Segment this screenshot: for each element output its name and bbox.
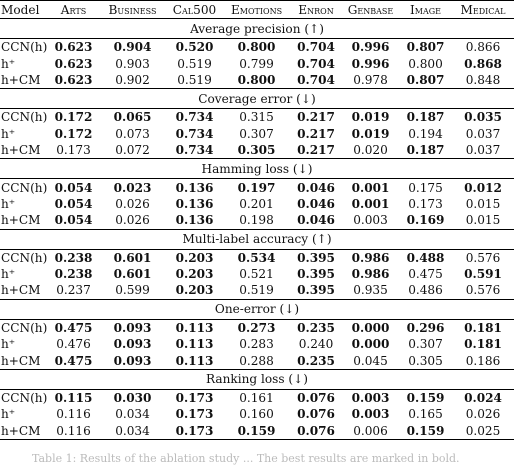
row-model-label: CCN(h) xyxy=(1,180,48,195)
table-cell: 0.159 xyxy=(406,391,445,406)
table-cell: 0.035 xyxy=(464,110,502,125)
table-cell: 0.025 xyxy=(452,423,514,440)
table-cell: 0.023 xyxy=(113,180,152,195)
table-cell: 0.054 xyxy=(54,213,93,228)
table-cell: 0.093 xyxy=(113,353,152,368)
table-row xyxy=(0,142,514,159)
table-cell: 0.113 xyxy=(175,353,214,368)
table-row xyxy=(0,126,514,142)
table-cell: 0.181 xyxy=(464,320,502,335)
table-cell: 0.136 xyxy=(175,213,214,228)
table-cell: 0.187 xyxy=(406,143,445,158)
table-cell: 0.601 xyxy=(113,267,152,282)
table-cell: 0.237 xyxy=(56,283,91,298)
table-cell: 0.315 xyxy=(239,110,274,125)
table-header xyxy=(0,1,514,19)
table-cell: 0.238 xyxy=(54,267,93,282)
row-model-label: h+CM xyxy=(1,72,41,87)
table-row xyxy=(0,389,514,406)
table-body xyxy=(0,19,514,440)
table-cell: 0.026 xyxy=(115,196,150,211)
table-cell: 0.704 xyxy=(297,72,335,87)
section-title: One-error (↓) xyxy=(0,299,514,319)
table-row xyxy=(0,336,514,352)
table-cell: 0.601 xyxy=(113,250,152,265)
table-cell: 0.076 xyxy=(297,407,335,422)
row-model-label: h⁺ xyxy=(1,196,16,211)
column-header-medical: Medical xyxy=(452,1,514,19)
table-cell: 0.026 xyxy=(115,213,150,228)
table-cell: 0.136 xyxy=(175,196,214,211)
table-cell: 0.978 xyxy=(353,72,388,87)
section-header xyxy=(0,89,514,109)
table-cell: 0.238 xyxy=(54,250,93,265)
table-cell: 0.186 xyxy=(465,353,501,368)
table-cell: 0.187 xyxy=(406,110,445,125)
table-cell: 0.113 xyxy=(175,320,214,335)
table-cell: 0.073 xyxy=(115,126,150,141)
table-cell: 0.012 xyxy=(464,180,502,195)
row-model-label: CCN(h) xyxy=(1,110,48,125)
table-cell: 0.172 xyxy=(54,126,93,141)
table-cell: 0.159 xyxy=(399,423,452,440)
table-cell: 0.001 xyxy=(351,196,390,211)
table-cell: 0.217 xyxy=(297,110,335,125)
table-cell: 0.020 xyxy=(353,143,388,158)
table-row xyxy=(0,55,514,71)
table-cell: 0.165 xyxy=(408,407,443,422)
table-cell: 0.116 xyxy=(56,407,91,422)
table-cell: 0.734 xyxy=(175,143,214,158)
table-cell: 0.030 xyxy=(113,391,152,406)
table-cell: 0.054 xyxy=(54,196,93,211)
table-cell: 0.307 xyxy=(239,126,274,141)
table-cell: 0.283 xyxy=(239,337,274,352)
table-cell: 0.003 xyxy=(353,213,388,228)
table-cell: 0.003 xyxy=(351,407,390,422)
table-cell: 0.172 xyxy=(54,110,93,125)
row-model-label: h⁺ xyxy=(1,126,16,141)
row-model-label: h⁺ xyxy=(1,56,16,71)
table-row xyxy=(0,266,514,282)
table-cell: 0.240 xyxy=(298,337,334,352)
table-cell: 0.623 xyxy=(54,72,93,87)
table-cell: 0.623 xyxy=(54,40,93,55)
table-cell: 0.623 xyxy=(54,56,93,71)
row-model-label: CCN(h) xyxy=(1,250,48,265)
table-cell: 0.305 xyxy=(408,353,443,368)
row-model-label: h+CM xyxy=(1,353,41,368)
table-cell: 0.704 xyxy=(297,40,335,55)
table-cell: 0.800 xyxy=(237,40,276,55)
table-cell: 0.076 xyxy=(290,423,342,440)
table-cell: 0.161 xyxy=(239,391,274,406)
table-cell: 0.198 xyxy=(239,213,274,228)
column-header-emotions: Emotions xyxy=(223,1,290,19)
table-cell: 0.159 xyxy=(223,423,290,440)
table-cell: 0.046 xyxy=(297,213,335,228)
table-cell: 0.476 xyxy=(56,337,91,352)
table-cell: 0.475 xyxy=(54,320,93,335)
section-header xyxy=(0,159,514,179)
row-model-label: CCN(h) xyxy=(1,391,48,406)
table-cell: 0.395 xyxy=(297,283,335,298)
table-cell: 0.903 xyxy=(115,56,150,71)
section-title: Average precision (↑) xyxy=(0,19,514,39)
table-cell: 0.996 xyxy=(351,56,390,71)
table-row xyxy=(0,212,514,229)
column-header-image: Image xyxy=(399,1,452,19)
section-title: Multi-label accuracy (↑) xyxy=(0,229,514,249)
table-cell: 0.519 xyxy=(239,283,274,298)
table-cell: 0.194 xyxy=(408,126,443,141)
table-cell: 0.486 xyxy=(408,283,443,298)
table-cell: 0.296 xyxy=(406,320,445,335)
table-cell: 0.000 xyxy=(351,320,390,335)
section-header xyxy=(0,229,514,249)
table-cell: 0.217 xyxy=(297,143,335,158)
table-cell: 0.173 xyxy=(408,196,443,211)
table-cell: 0.307 xyxy=(408,337,443,352)
table-cell: 0.072 xyxy=(115,143,150,158)
table-cell: 0.019 xyxy=(351,126,390,141)
table-cell: 0.902 xyxy=(115,72,150,87)
table-cell: 0.800 xyxy=(408,56,443,71)
table-cell: 0.986 xyxy=(351,250,390,265)
table-row xyxy=(0,72,514,89)
table-cell: 0.848 xyxy=(465,72,501,87)
table-cell: 0.519 xyxy=(177,56,212,71)
table-cell: 0.175 xyxy=(408,180,443,195)
table-cell: 0.181 xyxy=(464,337,502,352)
row-model-label: h⁺ xyxy=(1,337,16,352)
table-cell: 0.197 xyxy=(237,180,276,195)
table-cell: 0.173 xyxy=(56,143,91,158)
table-cell: 0.169 xyxy=(406,213,445,228)
row-model-label: CCN(h) xyxy=(1,40,48,55)
table-cell: 0.000 xyxy=(351,337,390,352)
table-cell: 0.173 xyxy=(175,407,214,422)
section-title: Coverage error (↓) xyxy=(0,89,514,109)
table-cell: 0.026 xyxy=(465,407,501,422)
column-header-enron: Enron xyxy=(290,1,342,19)
table-cell: 0.800 xyxy=(237,72,276,87)
table-cell: 0.534 xyxy=(237,250,276,265)
table-cell: 0.045 xyxy=(353,353,388,368)
table-cell: 0.996 xyxy=(351,40,390,55)
row-model-label: h+CM xyxy=(1,213,41,228)
row-model-label: h⁺ xyxy=(1,267,16,282)
table-caption: Table 1: Results of the ablation study ... The best results are marked in bold. xyxy=(32,452,460,465)
table-cell: 0.203 xyxy=(175,250,214,265)
table-cell: 0.475 xyxy=(408,267,443,282)
section-title: Ranking loss (↓) xyxy=(0,369,514,389)
table-cell: 0.734 xyxy=(175,110,214,125)
table-cell: 0.015 xyxy=(465,213,501,228)
table-cell: 0.006 xyxy=(342,423,399,440)
table-cell: 0.065 xyxy=(113,110,152,125)
table-cell: 0.235 xyxy=(297,320,335,335)
column-header-business: Business xyxy=(99,1,166,19)
table-cell: 0.046 xyxy=(297,196,335,211)
table-cell: 0.520 xyxy=(175,40,214,55)
table-cell: 0.273 xyxy=(237,320,276,335)
table-cell: 0.054 xyxy=(54,180,93,195)
table-cell: 0.076 xyxy=(297,391,335,406)
column-header-genbase: Genbase xyxy=(342,1,399,19)
table-cell: 0.935 xyxy=(353,283,388,298)
table-cell: 0.115 xyxy=(54,391,93,406)
table-cell: 0.173 xyxy=(175,391,214,406)
table-cell: 0.488 xyxy=(406,250,445,265)
table-cell: 0.576 xyxy=(465,283,501,298)
section-header xyxy=(0,19,514,39)
table-cell: 0.217 xyxy=(297,126,335,141)
row-model-label: h⁺ xyxy=(1,407,16,422)
table-cell: 0.173 xyxy=(166,423,223,440)
table-cell: 0.704 xyxy=(297,56,335,71)
table-cell: 0.015 xyxy=(465,196,501,211)
table-cell: 0.136 xyxy=(175,180,214,195)
table-cell: 0.001 xyxy=(351,180,390,195)
table-cell: 0.475 xyxy=(54,353,93,368)
table-row xyxy=(0,39,514,56)
table-row xyxy=(0,179,514,196)
table-row xyxy=(0,319,514,336)
table-cell: 0.203 xyxy=(175,283,214,298)
column-header-model: Model xyxy=(0,1,48,19)
table-cell: 0.868 xyxy=(464,56,502,71)
table-cell: 0.807 xyxy=(406,72,445,87)
table-cell: 0.034 xyxy=(115,407,150,422)
table-cell: 0.519 xyxy=(177,72,212,87)
table-cell: 0.986 xyxy=(351,267,390,282)
table-cell: 0.203 xyxy=(175,267,214,282)
table-row xyxy=(0,109,514,126)
table-cell: 0.093 xyxy=(113,320,152,335)
column-header-arts: Arts xyxy=(48,1,99,19)
row-model-label: CCN(h) xyxy=(1,320,48,335)
table-cell: 0.395 xyxy=(297,267,335,282)
table-row xyxy=(0,196,514,212)
table-cell: 0.305 xyxy=(237,143,276,158)
row-model-label: h+CM xyxy=(1,283,41,298)
table-cell: 0.799 xyxy=(239,56,274,71)
table-cell: 0.734 xyxy=(175,126,214,141)
table-cell: 0.807 xyxy=(406,40,445,55)
row-model-label: h+CM xyxy=(1,143,41,158)
table-cell: 0.046 xyxy=(297,180,335,195)
table-cell: 0.003 xyxy=(351,391,390,406)
table-cell: 0.093 xyxy=(113,337,152,352)
section-header xyxy=(0,299,514,319)
table-row xyxy=(0,423,514,440)
table-cell: 0.904 xyxy=(113,40,152,55)
table-cell: 0.235 xyxy=(297,353,335,368)
table-cell: 0.599 xyxy=(115,283,150,298)
table-cell: 0.019 xyxy=(351,110,390,125)
table-cell: 0.037 xyxy=(465,126,501,141)
column-header-cal500: Cal500 xyxy=(166,1,223,19)
table-row xyxy=(0,406,514,422)
table-cell: 0.288 xyxy=(239,353,274,368)
table-cell: 0.591 xyxy=(464,267,502,282)
table-cell: 0.201 xyxy=(239,196,274,211)
section-header xyxy=(0,369,514,389)
table-cell: 0.160 xyxy=(239,407,274,422)
table-cell: 0.576 xyxy=(465,250,501,265)
table-row xyxy=(0,352,514,369)
table-cell: 0.521 xyxy=(239,267,274,282)
table-cell: 0.034 xyxy=(99,423,166,440)
table-cell: 0.024 xyxy=(464,391,502,406)
section-title: Hamming loss (↓) xyxy=(0,159,514,179)
row-model-label: h+CM xyxy=(0,423,48,440)
table-cell: 0.116 xyxy=(48,423,99,440)
table-row xyxy=(0,282,514,299)
table-cell: 0.113 xyxy=(175,337,214,352)
table-cell: 0.395 xyxy=(297,250,335,265)
table-row xyxy=(0,249,514,266)
table-cell: 0.037 xyxy=(465,143,501,158)
table-cell: 0.866 xyxy=(465,40,501,55)
